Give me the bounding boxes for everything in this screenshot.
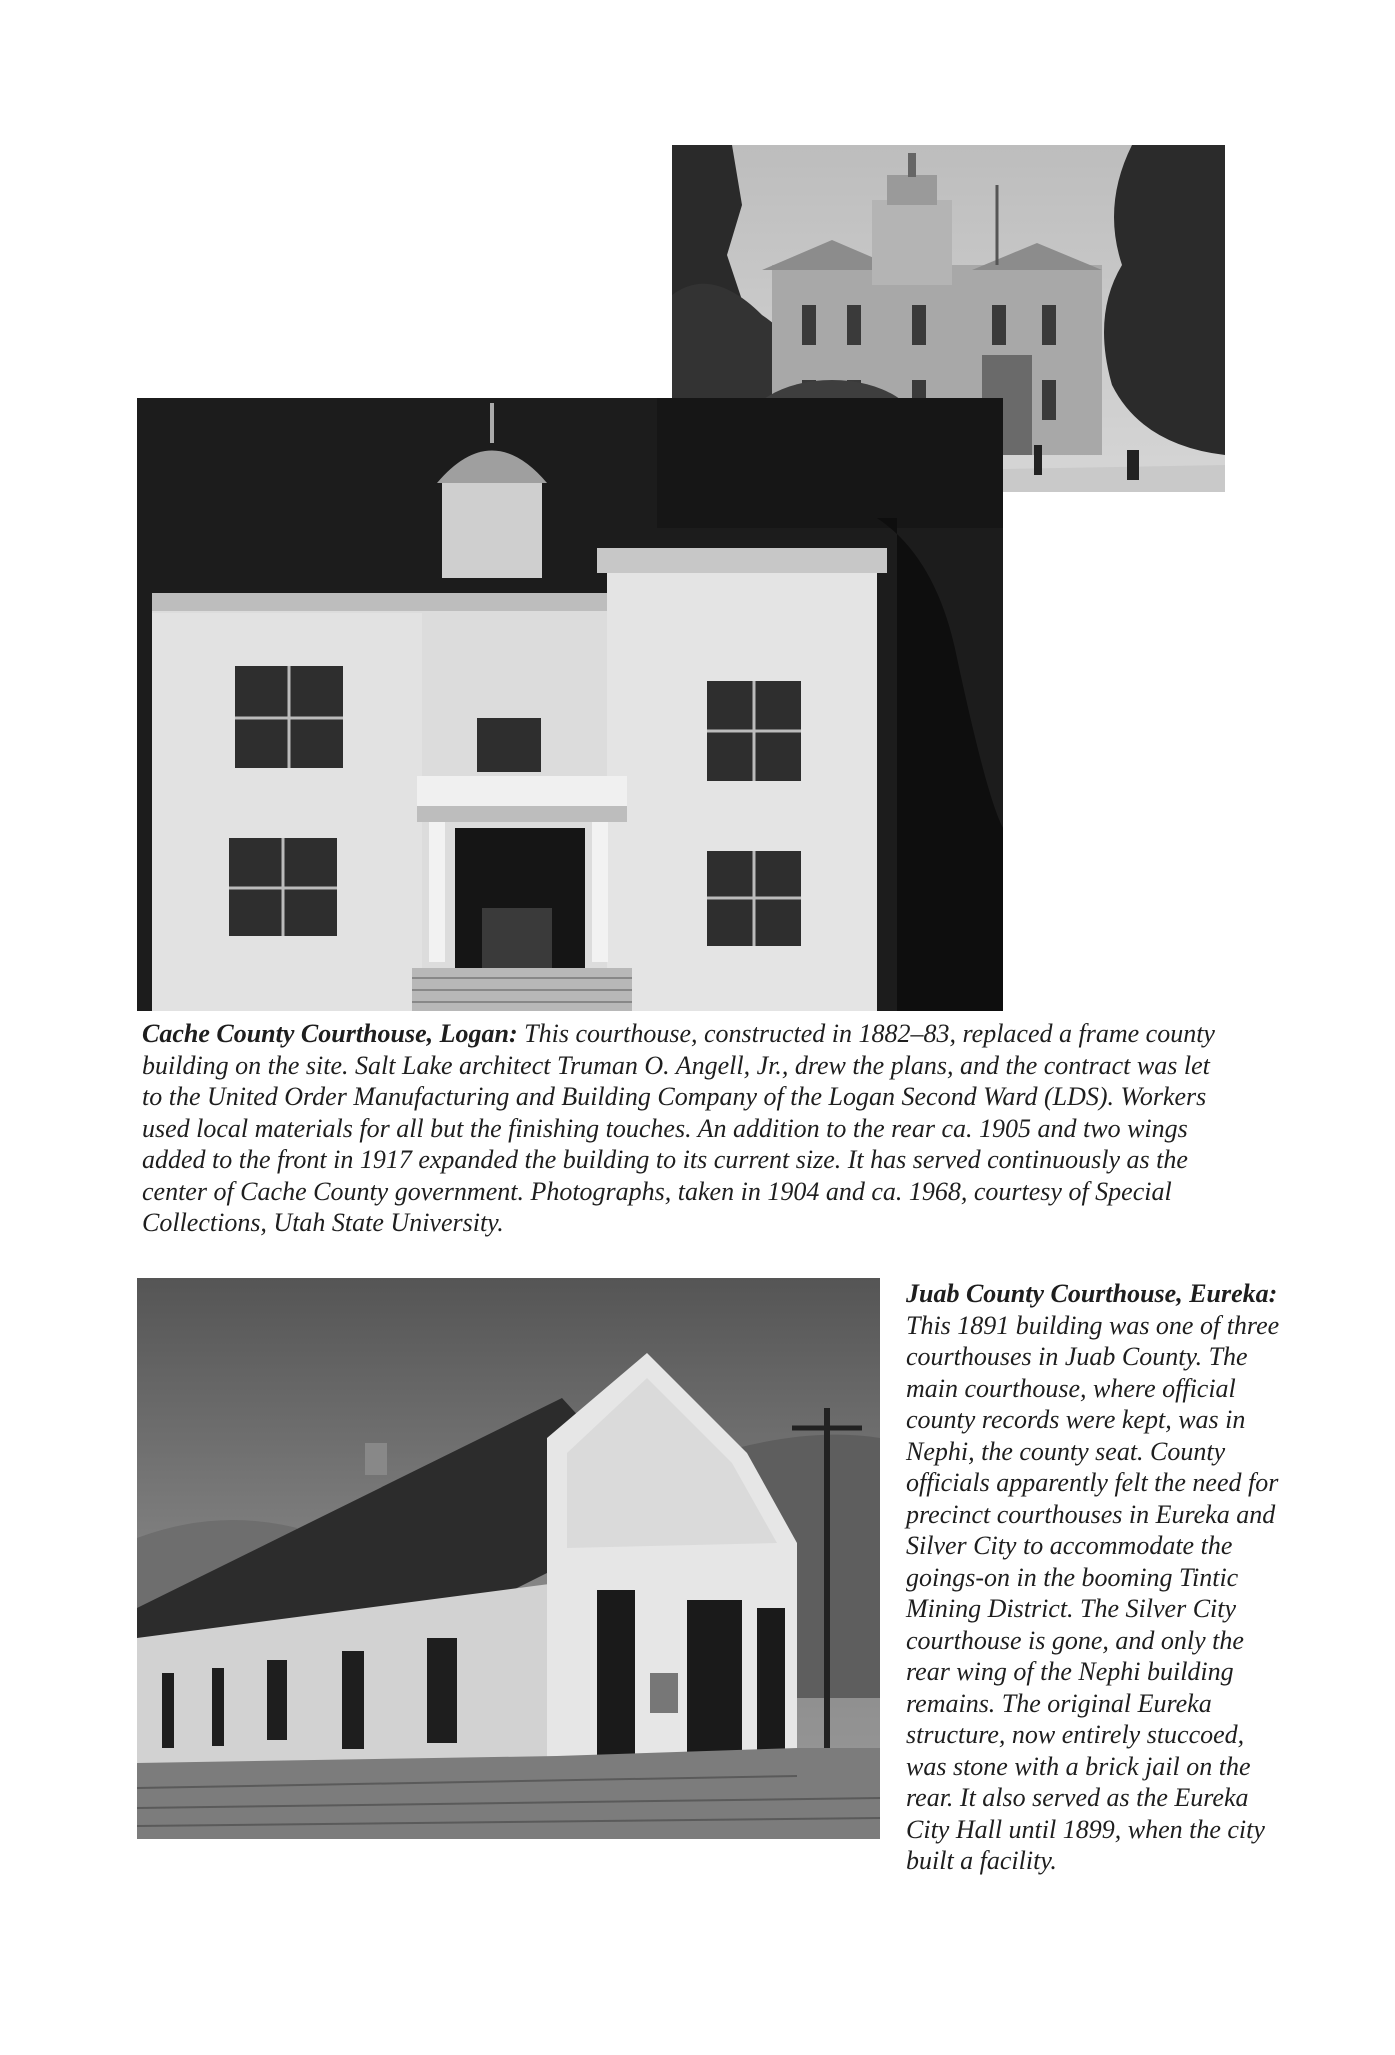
photo-juab-courthouse — [137, 1278, 880, 1839]
caption-text: This 1891 building was one of three courthouses in Juab County. The main courthouse, where official county records were kept, was in Nephi, the county seat. County officials apparently felt the need for precinct courthouses in Eureka and Silver City to accommodate the goings-on in the booming Tintic Mining District. The Silver City courthouse is gone, and only the rear wing of the Nephi building remains. The original Eureka structure, now entirely stuccoed, was stone with a brick jail on the rear. It also served as the Eureka City Hall until 1899, when the city built a facility. — [906, 1310, 1280, 1875]
caption-cache-county — [142, 1018, 1232, 1239]
caption-text: This courthouse, constructed in 1882–83, replaced a frame county building on the site. Salt Lake architect Truman O. Angell, Jr., drew the plans, and the contract was let to the United Order Manufacturing and Building Company of the Logan Second Ward (LDS). Workers used local materials for all but the finishing touches. An addition to the rear ca. 1905 and two wings added to the front in 1917 expanded the building to its current size. It has served continuously as the center of Cache County government. Photographs, taken in 1904 and ca. 1968, courtesy of Special Collections, Utah State University. — [142, 1019, 1215, 1237]
caption-juab-county — [906, 1278, 1286, 1877]
caption-title: Juab County Courthouse, Eureka: — [906, 1279, 1278, 1308]
photo-1968-courthouse — [137, 398, 1003, 1011]
caption-title: Cache County Courthouse, Logan: — [142, 1019, 518, 1048]
